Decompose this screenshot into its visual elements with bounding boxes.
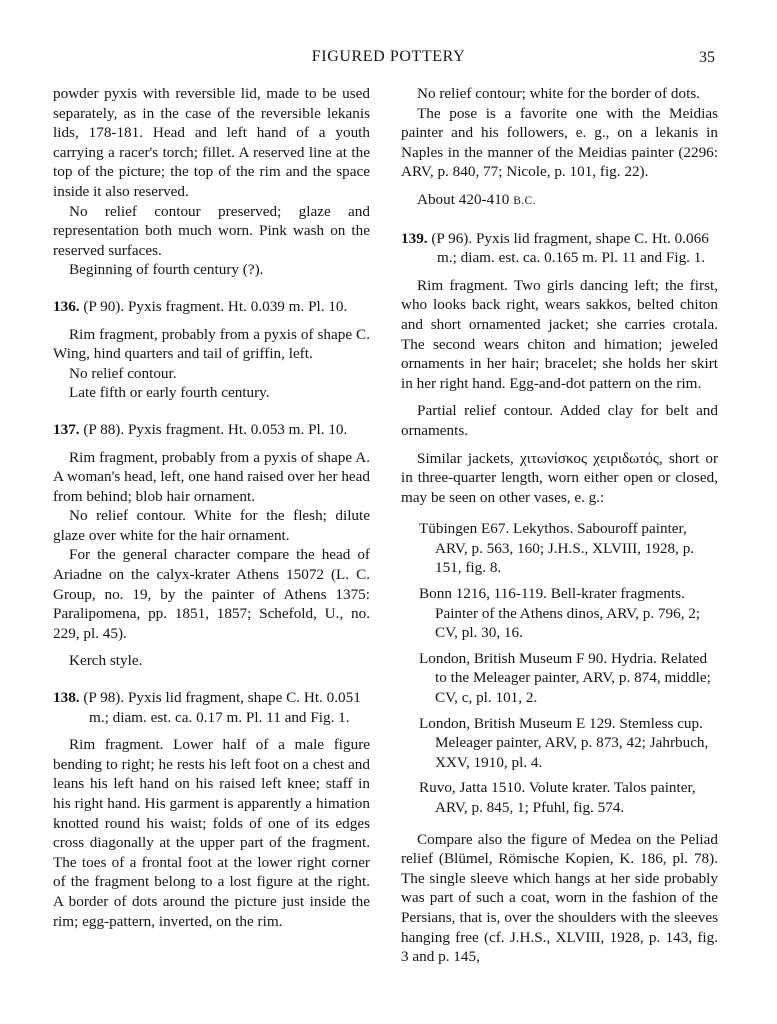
running-head — [0, 48, 777, 72]
left-column — [53, 84, 370, 931]
running-title: FIGURED POTTERY — [311, 48, 466, 65]
entry-heading-text: (P 96). Pyxis lid fragment, shape C. Ht. 0.066 m.; diam. est. ca. 0.165 m. Pl. 11 and Fig. 1. — [431, 229, 709, 267]
entry-number: 138. — [53, 689, 80, 707]
comparison-item: London, British Museum F 90. Hydria. Related to the Meleager painter, ARV, p. 874, middle; CV, c, pl. 101, 2. — [419, 649, 711, 707]
date-text: About 420-410 — [417, 190, 510, 208]
entry-paragraph: Rim fragment. Two girls dancing left; the first, who looks back right, wears sakkos, belted chiton and short ornamented jacket; she carries crotala. The second wears chiton and himation; jeweled ornaments in her hair; bracelet; she holds her skirt in her right hand. Egg-and-dot pattern on the rim. — [401, 276, 718, 392]
entry-paragraph: Compare also the figure of Medea on the Peliad relief (Blümel, Römische Kopien, K. 186, pl. 78). The single sleeve which hangs at her side probably was part of such a coat, worn in the fashion of the Persians, that is, over the shoulders with the sleeves hanging free (cf. J.H.S., XLVIII, 1928, p. 143, fig. 3 and p. 145, — [401, 830, 718, 966]
entry-paragraph: Rim fragment. Lower half of a male figure bending to right; he rests his left foot on a chest and leans his left hand on his raised left knee; staff in his right hand. His garment is apparently a himation knotted round his waist; folds of one of its edges cross diagonally at the upper part of the fragment. The toes of a frontal foot at the lower right corner of the fragment belong to a lost figure at the right. A border of dots around the picture just inside the rim; egg-pattern, inverted, on the rim. — [53, 736, 370, 930]
catalogue-entry-heading — [53, 297, 370, 317]
date-line — [401, 190, 718, 212]
entry-heading-text: (P 98). Pyxis lid fragment, shape C. Ht. 0.051 m.; diam. est. ca. 0.17 m. Pl. 11 and Fig. 1. — [83, 689, 361, 726]
comparison-list — [419, 519, 718, 817]
comparison-item: Tübingen E67. Lekythos. Sabouroff painter, ARV, p. 563, 160; J.H.S., XLVIII, 1928, p. 151, fig. 8. — [419, 520, 695, 577]
entry-paragraph: Similar jackets, χιτωνίσκος χειριδωτός, short or in three-quarter length, worn either open or closed, may be seen on other vases, e. g.: — [401, 449, 718, 506]
continued-paragraph: No relief contour; white for the border of dots. — [417, 85, 700, 102]
continued-paragraph: No relief contour preserved; glaze and representation both much worn. Pink wash on the reserved surfaces. — [53, 202, 370, 259]
entry-paragraph: Rim fragment, probably from a pyxis of shape A. A woman's head, left, one hand raised over her head from behind; blob hair ornament. — [53, 448, 370, 505]
continued-paragraph: Beginning of fourth century (?). — [69, 261, 264, 279]
catalogue-entry-heading — [53, 688, 370, 727]
entry-paragraph: Rim fragment, probably from a pyxis of shape C. Wing, hind quarters and tail of griffin, left. — [53, 325, 370, 363]
page-number: 35 — [699, 49, 715, 66]
entry-paragraph: Late fifth or early fourth century. — [69, 384, 270, 402]
comparison-item: Ruvo, Jatta 1510. Volute krater. Talos painter, ARV, p. 845, 1; Pfuhl, fig. 574. — [419, 779, 696, 816]
entry-number: 139. — [401, 229, 428, 247]
era-label: B.C. — [513, 194, 536, 207]
right-column — [401, 84, 718, 967]
entry-paragraph: Kerch style. — [69, 652, 143, 670]
entry-paragraph: Partial relief contour. Added clay for belt and ornaments. — [401, 402, 718, 439]
entry-number: 137. — [53, 420, 80, 438]
entry-paragraph: For the general character compare the head of Ariadne on the calyx-krater Athens 15072 (L. C. Group, no. 19, by the painter of Athens 1375: Paralipomena, pp. 1851, 1857; Schefold, U., no. 229, pl. 45). — [53, 546, 370, 642]
continued-paragraph: The pose is a favorite one with the Meidias painter and his followers, e. g., on a lekanis in Naples in the manner of the Meidias painter (2296: ARV, p. 840, 77; Nicole, p. 101, fig. 22). — [401, 104, 718, 181]
comparison-item: Bonn 1216, 116-119. Bell-krater fragments. Painter of the Athens dinos, ARV, p. 796, 2; CV, pl. 30, 16. — [419, 585, 701, 642]
catalogue-entry-heading — [401, 229, 718, 268]
entry-paragraph: No relief contour. — [69, 364, 177, 382]
entry-heading-text: (P 88). Pyxis fragment. Ht. 0.053 m. Pl. 10. — [83, 420, 348, 438]
entry-number: 136. — [53, 297, 80, 315]
entry-paragraph: No relief contour. White for the flesh; dilute glaze over white for the hair ornament. — [53, 507, 370, 544]
continued-paragraph: powder pyxis with reversible lid, made to be used separately, as in the case of the reversible lekanis lids, 178-181. Head and left hand of a youth carrying a racer's torch; fillet. A reserved line at the top of the picture; the top of the rim and the space inside it also reserved. — [53, 85, 370, 200]
entry-heading-text: (P 90). Pyxis fragment. Ht. 0.039 m. Pl. 10. — [83, 297, 348, 315]
catalogue-entry-heading — [53, 420, 370, 440]
comparison-item: London, British Museum E 129. Stemless cup. Meleager painter, ARV, p. 873, 42; Jahrbuch, XXV, 1910, pl. 4. — [419, 714, 709, 771]
